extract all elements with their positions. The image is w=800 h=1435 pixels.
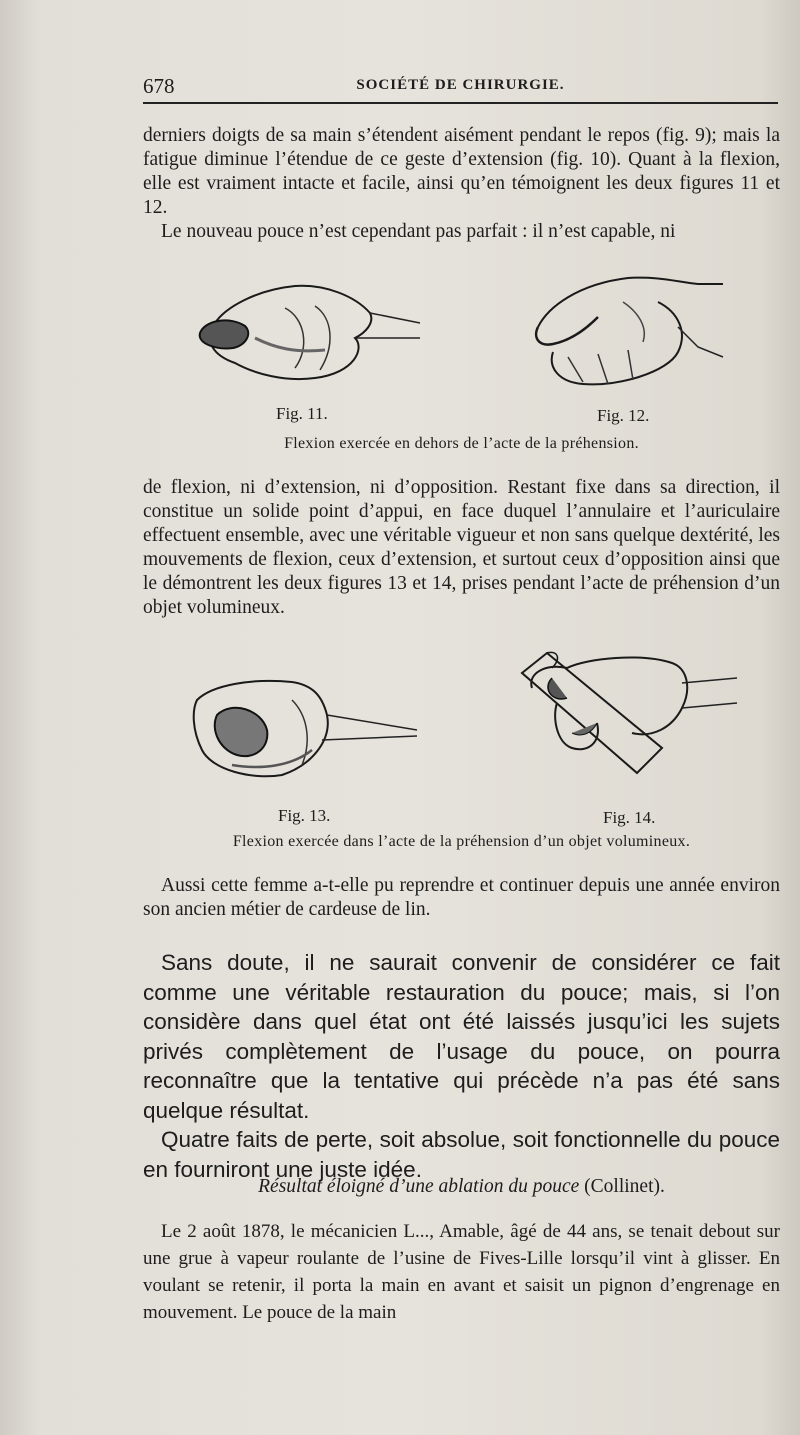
page-number: 678 [143,74,175,98]
paragraph-4b-text: Quatre faits de perte, soit absolue, soit fonctionnelle du pouce en fourniront une juste idée. [143,1127,780,1182]
paragraph-2: de flexion, ni d’extension, ni d’opposition. Restant fixe dans sa direction, il constitue un solide point d’appui, en face duquel l’annulaire et l’auriculaire effectuent ensemble, avec une véritable vigueur et non sans quelque dextérité, les mouvements de flexion, ceux d’extension, et surtout ceux d’opposition ainsi que le démontrent les deux figures 13 et 14, prises pendant l’acte de préhension d’un objet volumineux. [143,477,780,618]
paragraph-1 [143,124,780,244]
paragraph-4 [143,948,780,1184]
section-heading-italic: Résultat éloigné d’une ablation du pouce [258,1176,580,1197]
section-heading [143,1176,780,1198]
figure-11-label: Fig. 11. [276,404,328,423]
paragraph-4a-text: Sans doute, il ne saurait convenir de considérer ce fait comme une véritable restauration du pouce; mais, si l’on considère dans quel état ont été laissés jusqu’ici les sujets privés complètement de l’usage du pouce, on pourra reconnaître que la tentative qui précède n’a pas été sans quelque résultat. [143,950,780,1123]
figure-11-illustration [195,278,425,388]
paragraph-5: Le 2 août 1878, le mécanicien L..., Amable, âgé de 44 ans, se tenait debout sur une grue à vapeur roulante de l’usine de Fives-Lille lorsqu’il vint à glisser. En voulant se retenir, il porta la main en avant et saisit un pignon d’engrenage en mouvement. Le pouce de la main [143,1221,780,1323]
page-header [143,74,778,104]
figure-14-label: Fig. 14. [603,808,656,827]
paragraph-3: Aussi cette femme a-t-elle pu reprendre et continuer depuis une année environ son ancien métier de cardeuse de lin. [143,875,780,920]
running-title: SOCIÉTÉ DE CHIRURGIE. [356,77,565,93]
figure-14-illustration [512,648,740,794]
paragraph-1b-text: Le nouveau pouce n’est cependant pas parfait : il n’est capable, ni [161,221,676,242]
figure-13-illustration [192,670,422,780]
figure-12-label: Fig. 12. [597,406,650,425]
figure-caption-bottom: Flexion exercée dans l’acte de la préhension d’un objet volumineux. [232,833,691,850]
section-heading-author: (Collinet). [584,1176,665,1197]
paragraph-1-text: derniers doigts de sa main s’étendent aisément pendant le repos (fig. 9); mais la fatigue diminue l’étendue de ce geste d’extension (fig. 10). Quant à la flexion, elle est vraiment intacte et facile, ainsi qu’en témoignent les deux figures 11 et 12. [143,125,780,218]
figure-caption-top: Flexion exercée en dehors de l’acte de la préhension. [284,435,639,452]
figure-13-label: Fig. 13. [278,806,331,825]
figure-12-illustration [528,272,728,394]
